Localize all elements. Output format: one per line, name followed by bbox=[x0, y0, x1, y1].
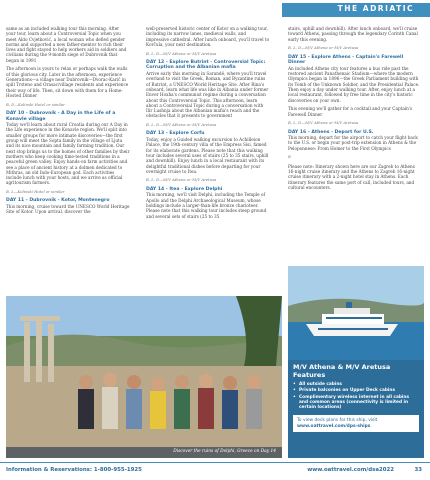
itinerary-note: Please note: Itinerary shown here are our Zagreb to Athens 16-night cruise itinerary and the Athens to Zagreb 16-night cruise itinerary with a 2-night hotel stay in Athens. Each itinerary features the same port of call, included tours, and cultural encounters. bbox=[288, 163, 415, 190]
paragraph: Today we'll learn about rural Croatia during our A Day in the Life experience in the Konavle region. We'll split into smaller groups for more intimate discoveries—the first group will meet the Sopta family in the village of Ljuta and its nice mountain and family farming tradition. Our next stop brings us to the homes of other families by their mothers who keep cooking time-tested traditions in a peaceful green valley. Enjoy hands-on farm activities and see a place of ancient history at a dolmen dedicated to Mithras, an old Indo-European god. Each activities include lunch with your hosts, and we arrive as official agritourism farmers. bbox=[6, 122, 130, 186]
meals-note: B, L—Kolinski Hotel or similar bbox=[6, 189, 65, 195]
deck-plans-link[interactable]: www.oattravel.com/dps-ships bbox=[297, 423, 371, 429]
features-title: M/V Athena & M/V Aretusa Features bbox=[293, 363, 391, 379]
website-link[interactable]: www.oattravel.com/dsa2022 bbox=[307, 467, 394, 473]
paragraph: This morning, depart for the airport to catch your flight back to the U.S. or begin your post-trip extension in Athens & the Peloponnese: From Homer to the First Olympics bbox=[288, 135, 418, 151]
paragraph: Arrive early this morning in Sarandë, where you'll travel overland to visit the Greek, Roman, and Byzantine ruins of Butrint, a UNESCO World Heritage Site. After Rina's onboard, learn what life was like in Albania under former Enver Hoxha's communist regime during a conversation about this Controversial Topic. This afternoon, learn about a Controversial Topic during a conversation with Ilir Lushnja about the Albanian mafia's reach and the obstacles that it presents to government bbox=[146, 71, 269, 119]
paragraph: This evening we'll gather for a cocktail and your Captain's Farewell Dinner bbox=[288, 106, 413, 117]
paragraph: This morning, cruise toward the UNESCO World Heritage Site of Kotor. Upon arrival, discover the bbox=[6, 203, 130, 215]
meals-note: B, L, D—M/V Athena or M/V Aretusa bbox=[146, 122, 217, 128]
header-bar bbox=[0, 0, 430, 20]
meals-note: B, L, D—M/V Athena or M/V Aretusa bbox=[288, 120, 359, 126]
day-heading: DAY 11 - Dubrovnik - Kotor, Montenegro bbox=[6, 198, 110, 204]
photo-caption-text: Discover the ruins of Delphi, Greece on Day 14 bbox=[173, 449, 276, 454]
paragraph: same as an included walking tour this morning. After your tour, learn about a Controversial Topic when you meet Aldo Cvjetković, a local woman who defied gender norms and supported a new father-mentor to rich their lives and fight stayed to help workers aid in soldiers and civilians during the 9-month siege of Dubrovnik that began in 1991 bbox=[6, 26, 127, 63]
features-list bbox=[293, 382, 419, 410]
deck-plans-box bbox=[293, 415, 419, 432]
photo-caption bbox=[6, 447, 282, 458]
day-heading: DAY 12 - Explore Butrint - Controversial Topic: Corruption and the Albanian mafia bbox=[146, 59, 266, 71]
delphi-photo-illustration bbox=[6, 296, 282, 458]
day-heading: DAY 15 - Explore Athens - Captain's Farewell Dinner bbox=[288, 54, 404, 66]
paragraph: Today, enjoy a Guided walking excursion to Achilleion Palace, the 19th-century villa of the Empress Sisi, famed for its elaborate gardens. Please note that this walking tour includes several uses of stairs (25 to 35 stairs, uphill and downhill). Enjoy lunch in a local restaurant with its delightful traditional dishes before departing for your overnight cruise to Itea. bbox=[146, 137, 269, 174]
feature-item: • Complimentary wireless internet in all cabins and common areas (connectivity is limited in certain locations) bbox=[293, 395, 419, 411]
day-heading: DAY 14 - Itea - Explore Delphi bbox=[146, 186, 223, 192]
paragraph: An included Athens city tour features a bus ride past the restored ancient Panathenaic Stadium—where the modern Olympics began in 1896—the Greek Parliament building with its Tomb of the Unknown Soldier, and the Presidential Palace. Then enjoy a day under walking tour. After, enjoy lunch at a local restaurant, followed by free time in the city's historic discoveries on your own. bbox=[288, 65, 420, 103]
column-3 bbox=[288, 26, 420, 194]
meals-note: B, L, D—M/V Athena or M/V Aretusa bbox=[146, 177, 217, 183]
ship-photo bbox=[288, 266, 424, 360]
column-1 bbox=[6, 26, 130, 218]
section-title: THE ADRIATIC bbox=[337, 4, 414, 13]
meals-note: B bbox=[288, 154, 291, 160]
delphi-group-photo bbox=[6, 296, 282, 458]
page-number: 33 bbox=[414, 467, 422, 473]
meals-note: B, D—Kolinski Hotel or similar bbox=[6, 101, 65, 107]
day-heading: DAY 16 - Athens - Depart for U.S. bbox=[288, 129, 374, 135]
meals-note: B, L, D—M/V Athena or M/V Aretusa bbox=[146, 50, 217, 56]
paragraph: stairs, uphill and downhill). After lunch onboard, we'll cruise toward Athens, passing through the legendary Corinth Canal early this evening. bbox=[288, 26, 418, 42]
deck-plans-text: To view deck plans for this ship, visit bbox=[297, 418, 378, 424]
meals-note: B, L, D—M/V Athena or M/V Aretusa bbox=[288, 45, 359, 51]
column-2 bbox=[146, 26, 270, 222]
page-footer bbox=[0, 462, 430, 480]
ship-features-box bbox=[288, 360, 424, 458]
paragraph: well-preserved historic center of Kotor on a walking tour, including its narrow lanes, medieval walls, and impressive cathedral. After lunch onboard, you'll travel to Korčula, your next destination. bbox=[146, 26, 270, 47]
feature-item: • All outside cabins bbox=[293, 382, 419, 387]
feature-item: • Private balconies on Upper Deck cabins bbox=[293, 388, 419, 393]
reservations-phone: Information & Reservations: 1-800-955-1925 bbox=[6, 467, 142, 473]
paragraph: This morning, we'll visit Delphi, including the Temple of Apollo and the Delphi Archaeological Museum, whose holdings include a larger-than-life bronze charioteer. Please note that this walking tour includes steep ground and several sets of stairs (25 to 35 bbox=[146, 192, 267, 219]
day-heading: DAY 13 - Explore Corfu bbox=[146, 131, 205, 137]
day-heading: DAY 10 - Dubrovnik - A Day in the Life of a Konavle village bbox=[6, 110, 116, 122]
ship-illustration bbox=[288, 266, 424, 360]
paragraph: The afternoon is yours to relax or perhaps walk the walls of this glorious city. Later in the afternoon, experience Generations—a village near Dubrovnik—Dvorac-Karić in spill Trsteno and Orasac/village residents and experience their way of life. Then, sit down with them for a Home-Hosted Dinner bbox=[6, 66, 129, 98]
